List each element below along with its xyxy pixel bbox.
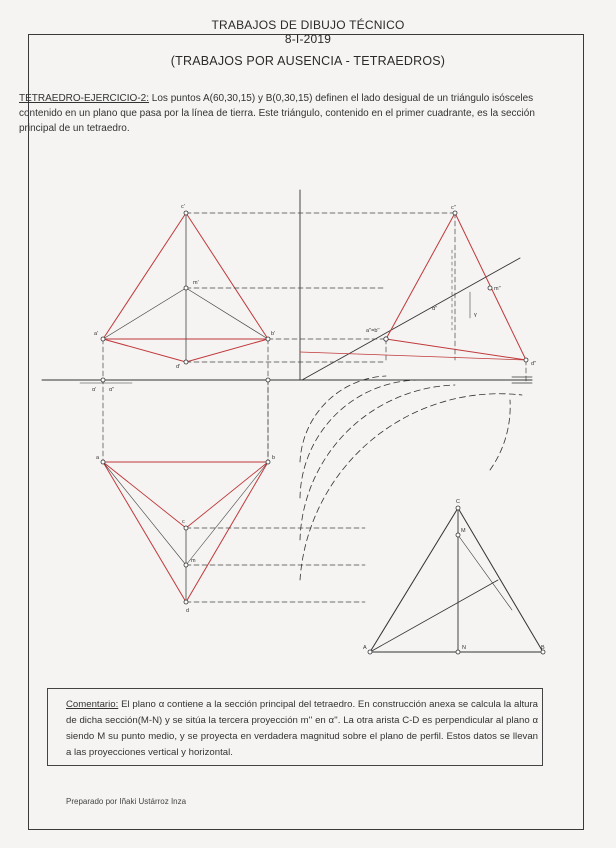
label-a-prime: a' bbox=[94, 331, 99, 337]
label-m-2: m'' bbox=[494, 286, 501, 292]
comment-text: El plano α contiene a la sección principal del tetraedro. En construcción anexa se calcula la altura de dicha sección(M-N) y se sitúa la tercera proyección m'' en α''. La otra arista C-D es perpendicular al plano α siendo M su punto medio, y se proyecta en verdadera magnitud sobre el plano de perfil. Estos datos se llevan a las proyecciones vertical y horizontal. bbox=[66, 699, 538, 758]
label-alpha-2: α'' bbox=[109, 387, 115, 393]
exercise-text: Los puntos A(60,30,15) y B(0,30,15) definen el lado desigual de un triángulo isósceles contenido en un plano que pasa por la línea de tierra. Este triángulo, contenido en el primer cuadrante, es la sección principal de un tetraedro. bbox=[19, 93, 535, 134]
annex-side-line bbox=[458, 535, 512, 610]
projection-lines bbox=[103, 213, 526, 602]
label-b-prime: b' bbox=[271, 331, 276, 337]
horizontal-am bbox=[103, 462, 186, 565]
vertical-am bbox=[103, 288, 186, 339]
horizontal-outline bbox=[103, 462, 268, 602]
vertical-projection-outline bbox=[103, 213, 268, 339]
label-c: c bbox=[182, 519, 185, 525]
label-m: m bbox=[191, 558, 196, 564]
label-ab-2: a''=b'' bbox=[366, 328, 380, 334]
label-annex-c: C bbox=[456, 499, 460, 505]
label-annex-b: B bbox=[541, 645, 545, 651]
annex-am-line bbox=[370, 580, 498, 652]
label-m-prime: m' bbox=[193, 280, 199, 286]
exercise-label: TETRAEDRO-EJERCICIO-2: bbox=[19, 93, 150, 104]
label-annex-n: N bbox=[462, 645, 466, 651]
annex-triangle bbox=[370, 508, 543, 652]
label-b: b bbox=[272, 455, 276, 461]
points bbox=[101, 211, 545, 654]
label-alpha-1: α' bbox=[92, 387, 97, 393]
label-annex-m: M bbox=[461, 528, 466, 534]
profile-ab-d bbox=[386, 339, 526, 360]
profile-red-extension bbox=[300, 352, 526, 360]
label-gamma: γ bbox=[474, 312, 477, 318]
label-alpha-pp: α'' bbox=[432, 306, 438, 312]
label-c-prime: c' bbox=[181, 204, 185, 210]
header-subtitle: (TRABAJOS POR AUSENCIA - TETRAEDROS) bbox=[170, 54, 446, 68]
vertical-mb bbox=[186, 288, 268, 339]
horizontal-mb bbox=[186, 462, 268, 565]
horizontal-cb bbox=[186, 462, 268, 528]
vertical-projection-ad bbox=[103, 339, 186, 362]
comment-label: Comentario: bbox=[66, 699, 119, 710]
horizontal-ac bbox=[103, 462, 186, 528]
label-annex-a: A bbox=[363, 645, 367, 651]
label-d: d bbox=[186, 608, 190, 614]
comment-box bbox=[47, 688, 543, 766]
rotation-arcs bbox=[300, 376, 522, 580]
header-date: 8-I-2019 bbox=[284, 32, 332, 46]
header-title: TRABAJOS DE DIBUJO TÉCNICO bbox=[211, 18, 405, 32]
footer-author: Preparado por Iñaki Ustárroz Inza bbox=[66, 797, 187, 806]
label-d-2: d'' bbox=[531, 361, 537, 367]
vertical-projection-db bbox=[186, 339, 268, 362]
profile-c-ab bbox=[386, 213, 455, 339]
label-c-2: c'' bbox=[451, 205, 456, 211]
label-d-prime: d' bbox=[176, 364, 181, 370]
label-a: a bbox=[96, 455, 100, 461]
